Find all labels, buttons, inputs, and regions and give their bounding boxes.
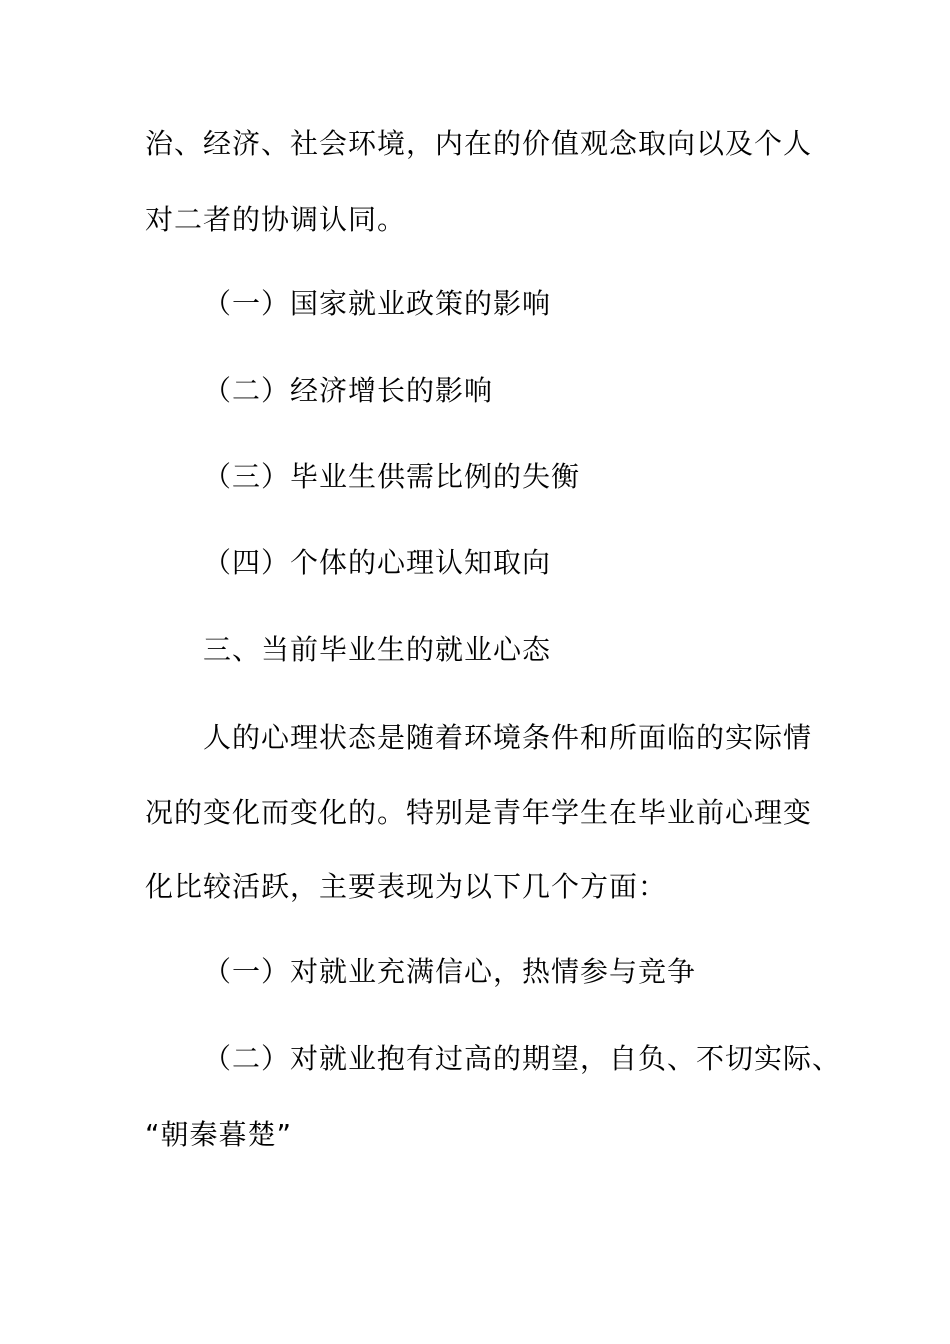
paragraph-line: 治、经济、社会环境，内在的价值观念取向以及个人 [145,127,813,160]
list-item-2: （二）对就业抱有过高的期望，自负、不切实际、 [203,1042,842,1075]
paragraph-line: 人的心理状态是随着环境条件和所面临的实际情 [203,721,813,754]
subheading-1: （一）国家就业政策的影响 [203,287,552,320]
section-heading: 三、当前毕业生的就业心态 [203,633,552,666]
paragraph-line: “朝秦暮楚” [145,1118,293,1151]
subheading-2: （二）经济增长的影响 [203,374,494,407]
list-item-1: （一）对就业充满信心，热情参与竞争 [203,955,697,988]
paragraph-line: 况的变化而变化的。特别是青年学生在毕业前心理变 [145,796,813,829]
paragraph-line: 对二者的协调认同。 [145,203,407,236]
subheading-4: （四）个体的心理认知取向 [203,546,552,579]
subheading-3: （三）毕业生供需比例的失衡 [203,460,581,493]
paragraph-line: 化比较活跃，主要表现为以下几个方面： [145,870,668,903]
